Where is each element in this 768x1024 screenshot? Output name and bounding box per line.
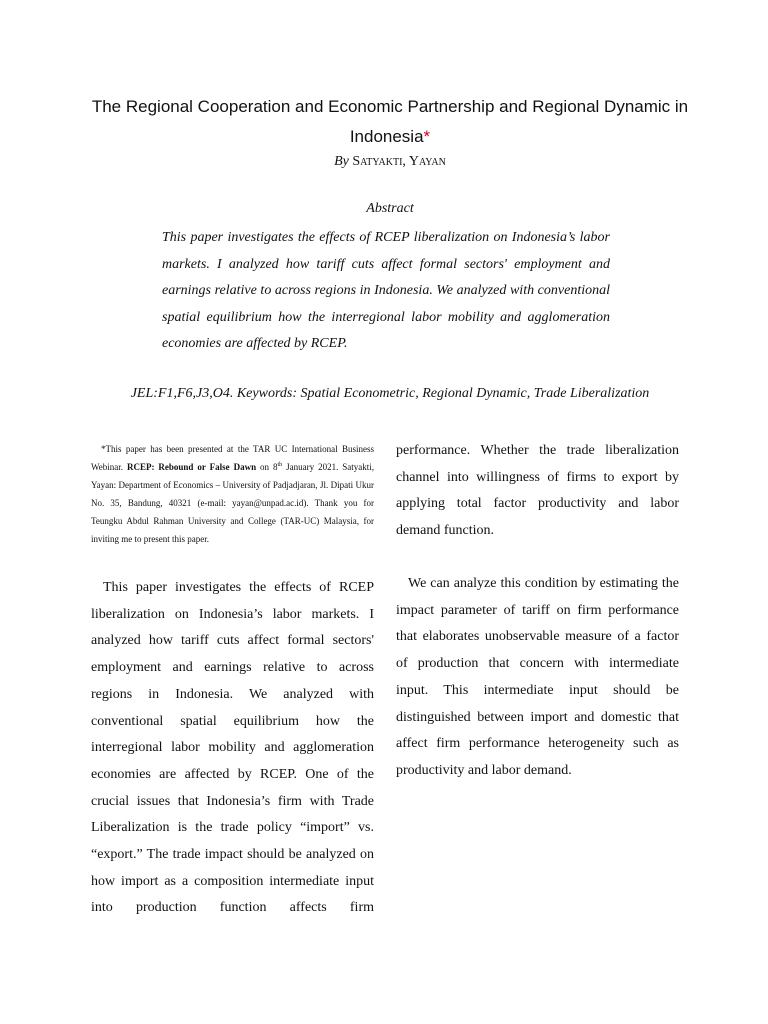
author-name: Satyakti, Yayan <box>352 154 446 169</box>
footnote-part-1: *This paper has been presented at the TAR UC International Business Webinar. <box>91 444 374 472</box>
footnote-webinar-title: RCEP: Rebound or False Dawn <box>126 462 257 472</box>
byline-prefix: By <box>334 154 349 169</box>
footnote-part-2: on 8 <box>256 462 278 472</box>
abstract-body: This paper investigates the effects of RCEP liberalization on Indonesia’s labor markets. I analyzed how tariff cuts affect formal sectors' employment and earnings relative to across regions in Indonesia. We analyzed with conventional spatial equilibrium how the interregional labor mobility and agglomeration economies are affected by RCEP. <box>162 230 610 351</box>
jel-keywords-line: JEL:F1,F6,J3,O4. Keywords: Spatial Econometric, Regional Dynamic, Trade Liberalization <box>130 386 650 401</box>
body-column-right-top <box>396 438 679 545</box>
paper-title-text: The Regional Cooperation and Economic Partnership and Regional Dynamic in Indonesia <box>91 97 689 146</box>
body-paragraph-right-2: We can analyze this condition by estimating the impact parameter of tariff on firm performance that elaborates unobservable measure of a factor of production that concern with intermediate input. This intermediate input should be distinguished between import and domestic that affect firm performance heterogeneity such as productivity and labor demand. <box>396 576 679 778</box>
body-column-left <box>91 575 374 922</box>
title-footnote-marker: * <box>423 127 431 146</box>
author-byline <box>0 154 768 170</box>
body-column-right-bottom <box>396 571 679 785</box>
paper-title <box>90 92 690 152</box>
footnote-ordinal-suffix: th <box>277 462 283 468</box>
abstract-heading: Abstract <box>366 201 414 216</box>
footnote-part-3: January 2021. Satyakti, Yayan: Department of Economics – University of Padjadjaran, Jl. Dipati Ukur No. 35, Bandung, 40321 (e-mail: yayan@unpad.ac.id). Thank you for Teungku Abdul Rahman University and College (TAR-UC) Malaysia, for inviting me to present this paper. <box>91 462 375 544</box>
body-paragraph-left: This paper investigates the effects of RCEP liberalization on Indonesia’s labor markets. I analyzed how tariff cuts affect formal sectors' employment and earnings relative to across regions in Indonesia. We analyzed with conventional spatial equilibrium how the interregional labor mobility and agglomeration economies are affected by RCEP. One of the crucial issues that Indonesia’s firm with Trade Liberalization is the trade policy “import” vs. “export.” The trade impact should be analyzed on how import as a composition intermediate input into production function affects firm <box>91 580 374 916</box>
title-footnote <box>91 440 374 548</box>
body-paragraph-right-1: performance. Whether the trade liberalization channel into willingness of firms to export by applying total factor productivity and labor demand function. <box>396 443 679 539</box>
